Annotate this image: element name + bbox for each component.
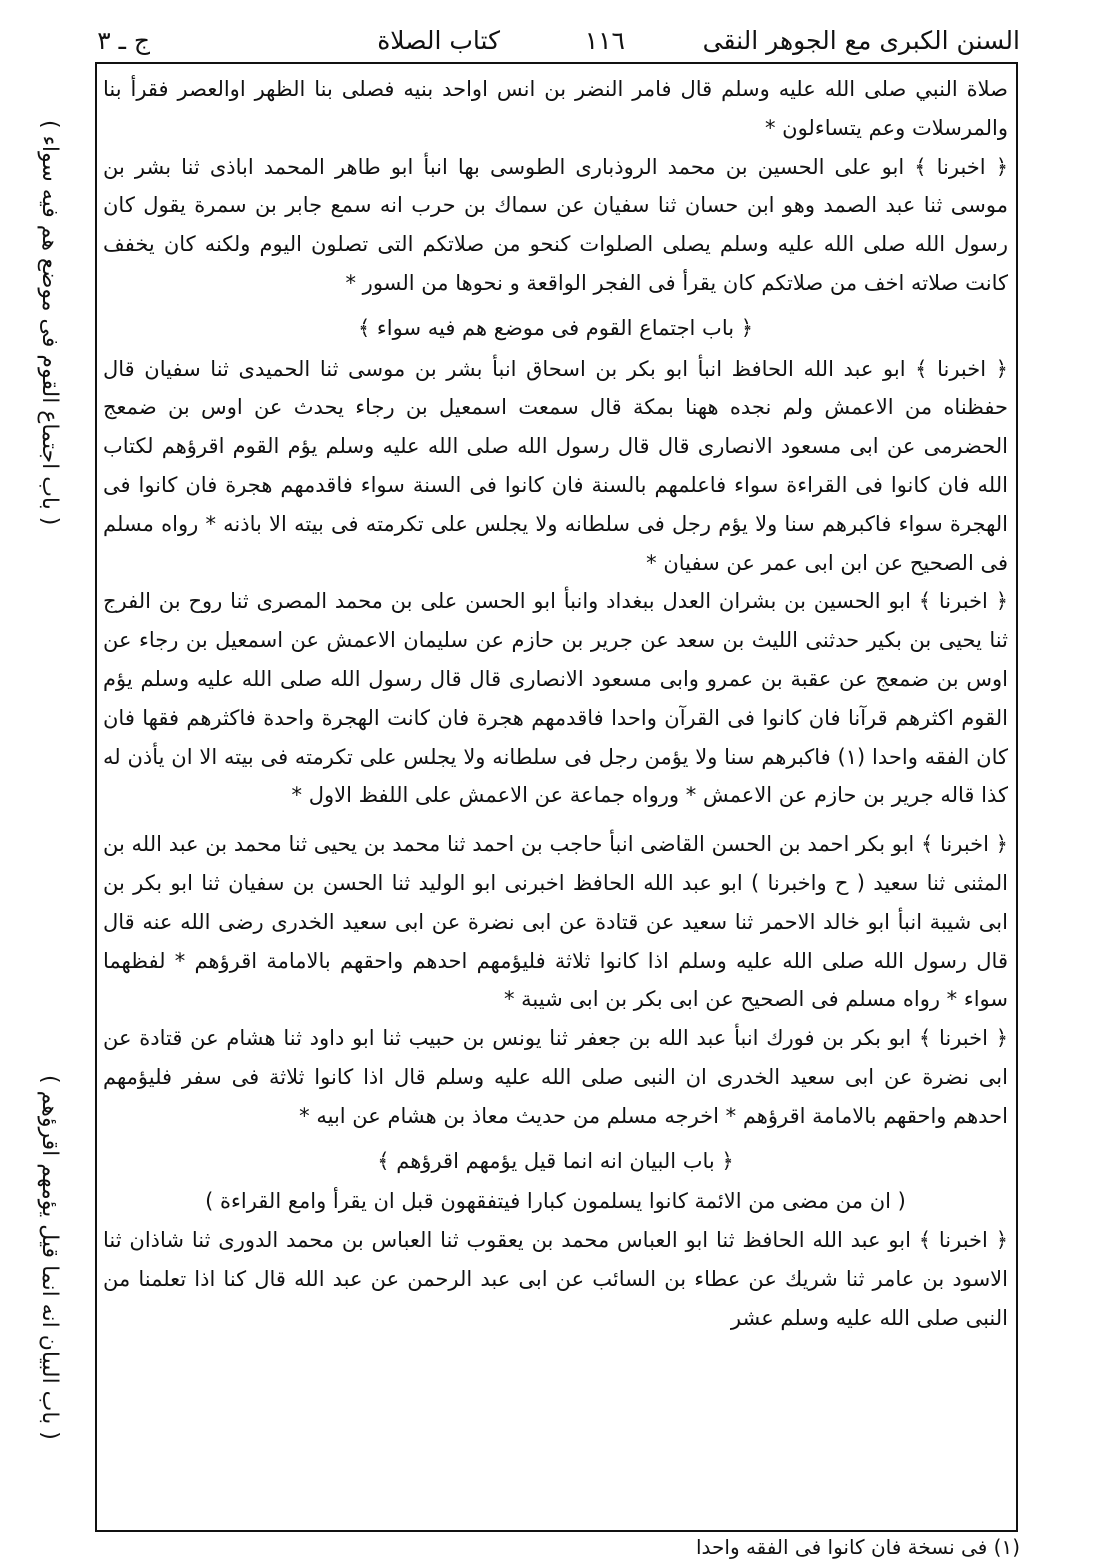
section-subheading: ( ان من مضى من الائمة كانوا يسلمون كبارا فيتفقهون قبل ان يقرأ وامع القراءة ) <box>205 1189 906 1214</box>
paragraph: صلاة النبي صلى الله عليه وسلم قال فامر النضر بن انس اواحد بنيه فصلى بنا الظهر اوالعصر فقرأ بنا والمرسلات وعم يتساءلون * <box>103 77 1008 140</box>
running-header <box>80 20 1020 60</box>
paragraph: ﴿ اخبرنا ﴾ ابو بكر بن فورك انبأ عبد الله بن جعفر ثنا يونس بن حبيب ثنا ابو داود ثنا هشام عن قتادة عن ابى نضرة عن ابى سعيد الخدرى ان النبى صلى الله عليه وسلم قال اذا كانوا ثلاثة فى سفر فليؤمهم احدهم واحقهم بالامامة اقرؤهم * اخرجه مسلم من حديث معاذ بن هشام عن ابيه * <box>103 1026 1008 1128</box>
book-title: السنن الكبرى مع الجوهر النقى <box>702 26 1020 55</box>
paragraph: ﴿ اخبرنا ﴾ ابو عبد الله الحافظ ثنا ابو العباس محمد بن يعقوب ثنا العباس بن محمد الدورى ثنا شاذان ثنا الاسود بن عامر ثنا شريك عن عطاء بن السائب عن ابى عبد الرحمن عن عبد الله قال كنا اذا تعلمنا من النبى صلى الله عليه وسلم عشر <box>103 1228 1008 1330</box>
section-heading: ﴿ باب البيان انه انما قيل يؤمهم اقرؤهم ﴾ <box>377 1148 734 1173</box>
margin-note-text: ( باب البيان انه انما قيل يؤمهم اقرؤهم ) <box>37 1075 62 1440</box>
margin-note-2 <box>26 1075 66 1455</box>
margin-note-1 <box>26 120 66 660</box>
footnote: (١) فى نسخة فان كانوا فى الفقه واحدا <box>695 1535 1020 1559</box>
chapter-title: كتاب الصلاة <box>377 26 500 55</box>
margin-note-text: ( باب اجتماع القوم فى موضع هم فيه سواء ) <box>37 120 62 526</box>
paragraph-gap <box>103 815 1008 825</box>
paragraph: ﴿ اخبرنا ﴾ ابو الحسين بن بشران العدل ببغداد وانبأ ابو الحسن على بن محمد المصرى ثنا روح بن الفرج ثنا يحيى بن بكير حدثنى الليث بن سعد عن جرير بن حازم عن سليمان الاعمش عن اسمعيل بن رجاء عن اوس بن ضمعج عن عقبة بن عمرو وابى مسعود الانصارى قال قال رسول الله صلى الله عليه وسلم يؤم القوم اكثرهم قرآنا فان كانوا فى القرآن واحدا فاقدمهم هجرة فان كانت الهجرة واحدة فاكثرهم فقها فان كان الفقه واحدا (١) فاكبرهم سنا ولا يؤمن رجل فى سلطانه ولا يجلس على تكرمته فى بيته الا ان يأذن له كذا قاله جرير بن حازم عن الاعمش * ورواه جماعة عن الاعمش على اللفظ الاول * <box>103 589 1008 808</box>
volume-label: ج ـ ٣ <box>97 26 150 55</box>
paragraph: ﴿ اخبرنا ﴾ ابو بكر احمد بن الحسن القاضى انبأ حاجب بن احمد ثنا محمد بن يحيى ثنا محمد بن عبد الله بن المثنى ثنا سعيد ( ح واخبرنا ) ابو عبد الله الحافظ اخبرنى ابو الوليد ثنا الحسن بن سفيان ثنا ابو بكر بن ابى شيبة انبأ ابو خالد الاحمر ثنا سعيد عن قتادة عن ابى نضرة عن ابى سعيد الخدرى رضى الله عنه قال قال رسول الله صلى الله عليه وسلم اذا كانوا ثلاثة فليؤمهم احدهم واحقهم بالامامة اقرؤهم * لفظهما سواء * رواه مسلم فى الصحيح عن ابى بكر بن ابى شيبة * <box>103 832 1008 1012</box>
paragraph: ﴿ اخبرنا ﴾ ابو عبد الله الحافظ انبأ ابو بكر بن اسحاق انبأ بشر بن موسى ثنا الحميدى ثنا سفيان قال حفظناه من الاعمش ولم نجده ههنا بمكة قال سمعت اسمعيل بن رجاء يحدث عن اوس بن ضمعج الحضرمى عن ابى مسعود الانصارى قال قال رسول الله صلى الله عليه وسلم يؤم القوم اقرؤهم لكتاب الله فان كانوا فى القراءة سواء فاعلمهم بالسنة فان كانوا فى السنة سواء فاقدمهم هجرة فان كانوا فى الهجرة سواء فاكبرهم سنا ولا يؤم رجل فى سلطانه ولا يجلس على تكرمته فى بيته الا باذنه * رواه مسلم فى الصحيح عن ابن ابى عمر عن سفيان * <box>103 356 1008 575</box>
paragraph: ﴿ اخبرنا ﴾ ابو على الحسين بن محمد الروذبارى الطوسى بها انبأ ابو طاهر المحمد اباذى ثنا بشر بن موسى ثنا عبد الصمد وهو ابن حسان ثنا سفيان عن سماك بن حرب انه سمع جابر بن سمرة يقول كان رسول الله صلى الله عليه وسلم يصلى الصلوات كنحو من صلاتكم التى تصلون اليوم ولكنه كان يخفف كانت صلاته اخف من صلاتكم كان يقرأ فى الفجر الواقعة و نحوها من السور * <box>103 154 1008 295</box>
page-number: ١١٦ <box>584 26 625 55</box>
main-text <box>103 70 1008 1525</box>
section-heading: ﴿ باب اجتماع القوم فى موضع هم فيه سواء ﴾ <box>357 315 754 340</box>
